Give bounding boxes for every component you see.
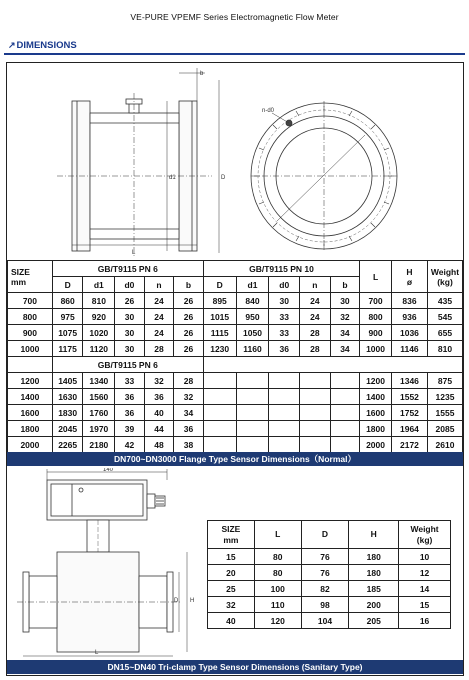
clamp-cell: 32 <box>208 597 255 613</box>
table-row <box>208 613 451 629</box>
l-header: L <box>360 261 392 293</box>
clamp-weight-label: Weight <box>410 523 439 534</box>
pn6-cell: 26 <box>115 293 145 309</box>
pn10-cell: 30 <box>269 293 300 309</box>
table-row <box>8 341 463 357</box>
clamp-weight-header <box>399 521 451 549</box>
clamp-cell: 76 <box>301 565 349 581</box>
section-rule <box>4 53 465 55</box>
pn10-cell: 1115 <box>203 325 236 341</box>
pn6-cell: 1830 <box>52 405 83 421</box>
flange-sensor-drawing <box>7 63 462 260</box>
pn10-cell: 28 <box>300 325 331 341</box>
empty-cell <box>236 405 269 421</box>
empty-cell <box>269 421 300 437</box>
clamp-cell: 15 <box>399 597 451 613</box>
l-cell: 900 <box>360 325 392 341</box>
pn6-cell: 40 <box>144 405 174 421</box>
clamp-cell: 205 <box>349 613 399 629</box>
pn10-cell: 34 <box>330 341 360 357</box>
size-cell: 800 <box>8 309 53 325</box>
clamp-cell: 80 <box>254 565 301 581</box>
size-cell: 2000 <box>8 437 53 453</box>
empty-cell <box>330 421 360 437</box>
pn10-cell: 1230 <box>203 341 236 357</box>
h-header-label: H <box>406 266 413 277</box>
pn6-cell: 28 <box>144 341 174 357</box>
col-d-2: D <box>203 277 236 293</box>
weight-cell: 875 <box>428 373 463 389</box>
col-d1-2: d1 <box>236 277 269 293</box>
blank-cell <box>203 357 462 373</box>
clamp-cell: 104 <box>301 613 349 629</box>
h-header-sub: ø <box>406 276 413 287</box>
h-cell: 1552 <box>391 389 427 405</box>
pn6-cell: 1760 <box>83 405 115 421</box>
pn6-cell: 36 <box>115 405 145 421</box>
table-row <box>208 581 451 597</box>
empty-cell <box>236 373 269 389</box>
pn6-cell: 1970 <box>83 421 115 437</box>
pn6-cell: 30 <box>115 341 145 357</box>
empty-cell <box>300 405 331 421</box>
empty-cell <box>300 437 331 453</box>
empty-cell <box>236 437 269 453</box>
empty-cell <box>269 437 300 453</box>
pn6-cell: 36 <box>144 389 174 405</box>
size-header <box>8 261 53 293</box>
pn10-cell: 36 <box>269 341 300 357</box>
weight-cell: 435 <box>428 293 463 309</box>
size-cell: 1600 <box>8 405 53 421</box>
section-heading <box>8 40 77 51</box>
size-header-unit: mm <box>11 276 27 287</box>
pn6-cell: 26 <box>174 341 204 357</box>
pn10-cell: 24 <box>300 293 331 309</box>
document-title: VE-PURE VPEMF Series Electromagnetic Flow Meter <box>130 12 339 22</box>
empty-cell <box>300 389 331 405</box>
clamp-cell: 76 <box>301 549 349 565</box>
clamp-cell: 200 <box>349 597 399 613</box>
clamp-size-header <box>208 521 255 549</box>
dim-b-label: b <box>200 71 204 77</box>
clamp-dim-h-label: H <box>190 598 195 604</box>
empty-cell <box>300 421 331 437</box>
group1-header: GB/T9115 PN 6 <box>52 261 203 277</box>
flange-caption: DN700~DN3000 Flange Type Sensor Dimensions（Normal） <box>7 452 463 466</box>
pn6-cell: 810 <box>83 293 115 309</box>
weight-cell: 810 <box>428 341 463 357</box>
empty-cell <box>236 421 269 437</box>
l-cell: 700 <box>360 293 392 309</box>
clamp-cell: 110 <box>254 597 301 613</box>
section-heading-text: DIMENSIONS <box>16 40 77 51</box>
flange-dimension-table <box>7 260 463 453</box>
empty-cell <box>269 405 300 421</box>
pn6-cell: 30 <box>115 309 145 325</box>
pn10-cell: 28 <box>300 341 331 357</box>
pn6-cell: 34 <box>174 405 204 421</box>
clamp-cell: 100 <box>254 581 301 597</box>
size-cell: 900 <box>8 325 53 341</box>
pn6-cell: 1075 <box>52 325 83 341</box>
table-row <box>208 565 451 581</box>
pn10-cell: 1015 <box>203 309 236 325</box>
empty-cell <box>330 437 360 453</box>
table-row <box>8 421 463 437</box>
clamp-cell: 120 <box>254 613 301 629</box>
col-d0-2: d0 <box>269 277 300 293</box>
clamp-cell: 20 <box>208 565 255 581</box>
pn6-cell: 33 <box>115 373 145 389</box>
size-cell: 1800 <box>8 421 53 437</box>
weight-cell: 2610 <box>428 437 463 453</box>
group3-header: GB/T9115 PN 6 <box>52 357 203 373</box>
pn10-cell: 33 <box>269 309 300 325</box>
pn10-cell: 34 <box>330 325 360 341</box>
pn6-cell: 36 <box>174 421 204 437</box>
pn10-cell: 1160 <box>236 341 269 357</box>
table-row <box>8 389 463 405</box>
clamp-cell: 80 <box>254 549 301 565</box>
group2-header: GB/T9115 PN 10 <box>203 261 359 277</box>
pn10-cell: 24 <box>300 309 331 325</box>
col-d1: d1 <box>83 277 115 293</box>
table-row <box>8 309 463 325</box>
dim-d0-label: n-d0 <box>262 108 275 114</box>
h-cell: 2172 <box>391 437 427 453</box>
clamp-h-header: H <box>349 521 399 549</box>
table-header-row <box>8 261 463 277</box>
pn10-cell: 33 <box>269 325 300 341</box>
l-cell: 1400 <box>360 389 392 405</box>
weight-cell: 545 <box>428 309 463 325</box>
pn6-cell: 1340 <box>83 373 115 389</box>
weight-header-label: Weight <box>430 266 460 277</box>
pn6-cell: 26 <box>174 325 204 341</box>
pn6-cell: 1120 <box>83 341 115 357</box>
pn6-cell: 36 <box>115 389 145 405</box>
pn6-cell: 39 <box>115 421 145 437</box>
clamp-cell: 10 <box>399 549 451 565</box>
clamp-cell: 12 <box>399 565 451 581</box>
weight-header <box>428 261 463 293</box>
clamp-header-row <box>208 521 451 549</box>
pn10-cell: 32 <box>330 309 360 325</box>
table-row <box>8 373 463 389</box>
empty-cell <box>269 389 300 405</box>
pn6-cell: 975 <box>52 309 83 325</box>
pn6-cell: 30 <box>115 325 145 341</box>
pn10-cell: 1050 <box>236 325 269 341</box>
h-header <box>391 261 427 293</box>
blank-cell <box>8 357 53 373</box>
size-header-label: SIZE <box>11 266 30 277</box>
clamp-caption: DN15~DN40 Tri-clamp Type Sensor Dimensions (Sanitary Type) <box>7 660 463 674</box>
table-row <box>8 325 463 341</box>
pn6-cell: 44 <box>144 421 174 437</box>
weight-cell: 655 <box>428 325 463 341</box>
pn10-cell: 950 <box>236 309 269 325</box>
pn6-cell: 26 <box>174 309 204 325</box>
dim-d-label: D <box>221 175 226 181</box>
col-n: n <box>144 277 174 293</box>
clamp-l-header: L <box>254 521 301 549</box>
clamp-cell: 82 <box>301 581 349 597</box>
pn6-cell: 42 <box>115 437 145 453</box>
empty-cell <box>203 405 236 421</box>
l-cell: 2000 <box>360 437 392 453</box>
h-cell: 936 <box>391 309 427 325</box>
pn6-cell: 1560 <box>83 389 115 405</box>
dim-l-label: L <box>132 250 136 256</box>
clamp-d-header: D <box>301 521 349 549</box>
pn6-cell: 38 <box>174 437 204 453</box>
h-cell: 1036 <box>391 325 427 341</box>
clamp-dim-d-label: D <box>174 598 179 604</box>
pn6-cell: 860 <box>52 293 83 309</box>
pn6-cell: 32 <box>144 373 174 389</box>
empty-cell <box>330 373 360 389</box>
clamp-cell: 98 <box>301 597 349 613</box>
col-d0: d0 <box>115 277 145 293</box>
l-cell: 1200 <box>360 373 392 389</box>
l-cell: 1000 <box>360 341 392 357</box>
clamp-weight-unit: (kg) <box>416 534 433 545</box>
pn6-cell: 2045 <box>52 421 83 437</box>
pn6-cell: 32 <box>174 389 204 405</box>
pn6-cell: 1020 <box>83 325 115 341</box>
weight-cell: 1235 <box>428 389 463 405</box>
clamp-dim-l-label: L <box>95 650 99 656</box>
pn6-cell: 24 <box>144 293 174 309</box>
h-cell: 1752 <box>391 405 427 421</box>
empty-cell <box>330 405 360 421</box>
clamp-cell: 16 <box>399 613 451 629</box>
col-n-2: n <box>300 277 331 293</box>
arrow-icon: ↗ <box>8 40 16 50</box>
clamp-dimension-table <box>207 520 451 629</box>
empty-cell <box>269 373 300 389</box>
pn10-cell: 895 <box>203 293 236 309</box>
clamp-cell: 185 <box>349 581 399 597</box>
h-cell: 1346 <box>391 373 427 389</box>
h-cell: 1964 <box>391 421 427 437</box>
l-cell: 800 <box>360 309 392 325</box>
empty-cell <box>203 389 236 405</box>
table-row <box>208 597 451 613</box>
col-b-2: b <box>330 277 360 293</box>
pn6-cell: 24 <box>144 309 174 325</box>
weight-header-unit: (kg) <box>437 276 453 287</box>
l-cell: 1800 <box>360 421 392 437</box>
size-cell: 700 <box>8 293 53 309</box>
pn6-cell: 26 <box>174 293 204 309</box>
h-cell: 1146 <box>391 341 427 357</box>
weight-cell: 1555 <box>428 405 463 421</box>
l-cell: 1600 <box>360 405 392 421</box>
table-row <box>8 437 463 453</box>
clamp-size-unit: mm <box>223 534 239 545</box>
pn6-subheader-row <box>8 357 463 373</box>
empty-cell <box>203 421 236 437</box>
pn10-cell: 840 <box>236 293 269 309</box>
clamp-cell: 40 <box>208 613 255 629</box>
table-row <box>208 549 451 565</box>
size-cell: 1400 <box>8 389 53 405</box>
pn6-cell: 920 <box>83 309 115 325</box>
empty-cell <box>330 389 360 405</box>
empty-cell <box>203 437 236 453</box>
pn6-cell: 1630 <box>52 389 83 405</box>
table-row <box>8 293 463 309</box>
weight-cell: 2085 <box>428 421 463 437</box>
pn6-cell: 2180 <box>83 437 115 453</box>
pn6-cell: 1175 <box>52 341 83 357</box>
clamp-cell: 14 <box>399 581 451 597</box>
size-cell: 1200 <box>8 373 53 389</box>
dim-d1-label: d1 <box>169 175 176 181</box>
empty-cell <box>203 373 236 389</box>
empty-cell <box>300 373 331 389</box>
h-cell: 836 <box>391 293 427 309</box>
empty-cell <box>236 389 269 405</box>
table-row <box>8 405 463 421</box>
pn6-cell: 24 <box>144 325 174 341</box>
col-b: b <box>174 277 204 293</box>
col-d: D <box>52 277 83 293</box>
clamp-cell: 25 <box>208 581 255 597</box>
clamp-dim-top-label: 140 <box>103 468 114 473</box>
pn6-cell: 28 <box>174 373 204 389</box>
clamp-size-label: SIZE <box>221 523 241 534</box>
pn6-cell: 2265 <box>52 437 83 453</box>
pn6-cell: 48 <box>144 437 174 453</box>
clamp-cell: 180 <box>349 565 399 581</box>
pn6-cell: 1405 <box>52 373 83 389</box>
clamp-cell: 15 <box>208 549 255 565</box>
size-cell: 1000 <box>8 341 53 357</box>
clamp-cell: 180 <box>349 549 399 565</box>
pn10-cell: 30 <box>330 293 360 309</box>
